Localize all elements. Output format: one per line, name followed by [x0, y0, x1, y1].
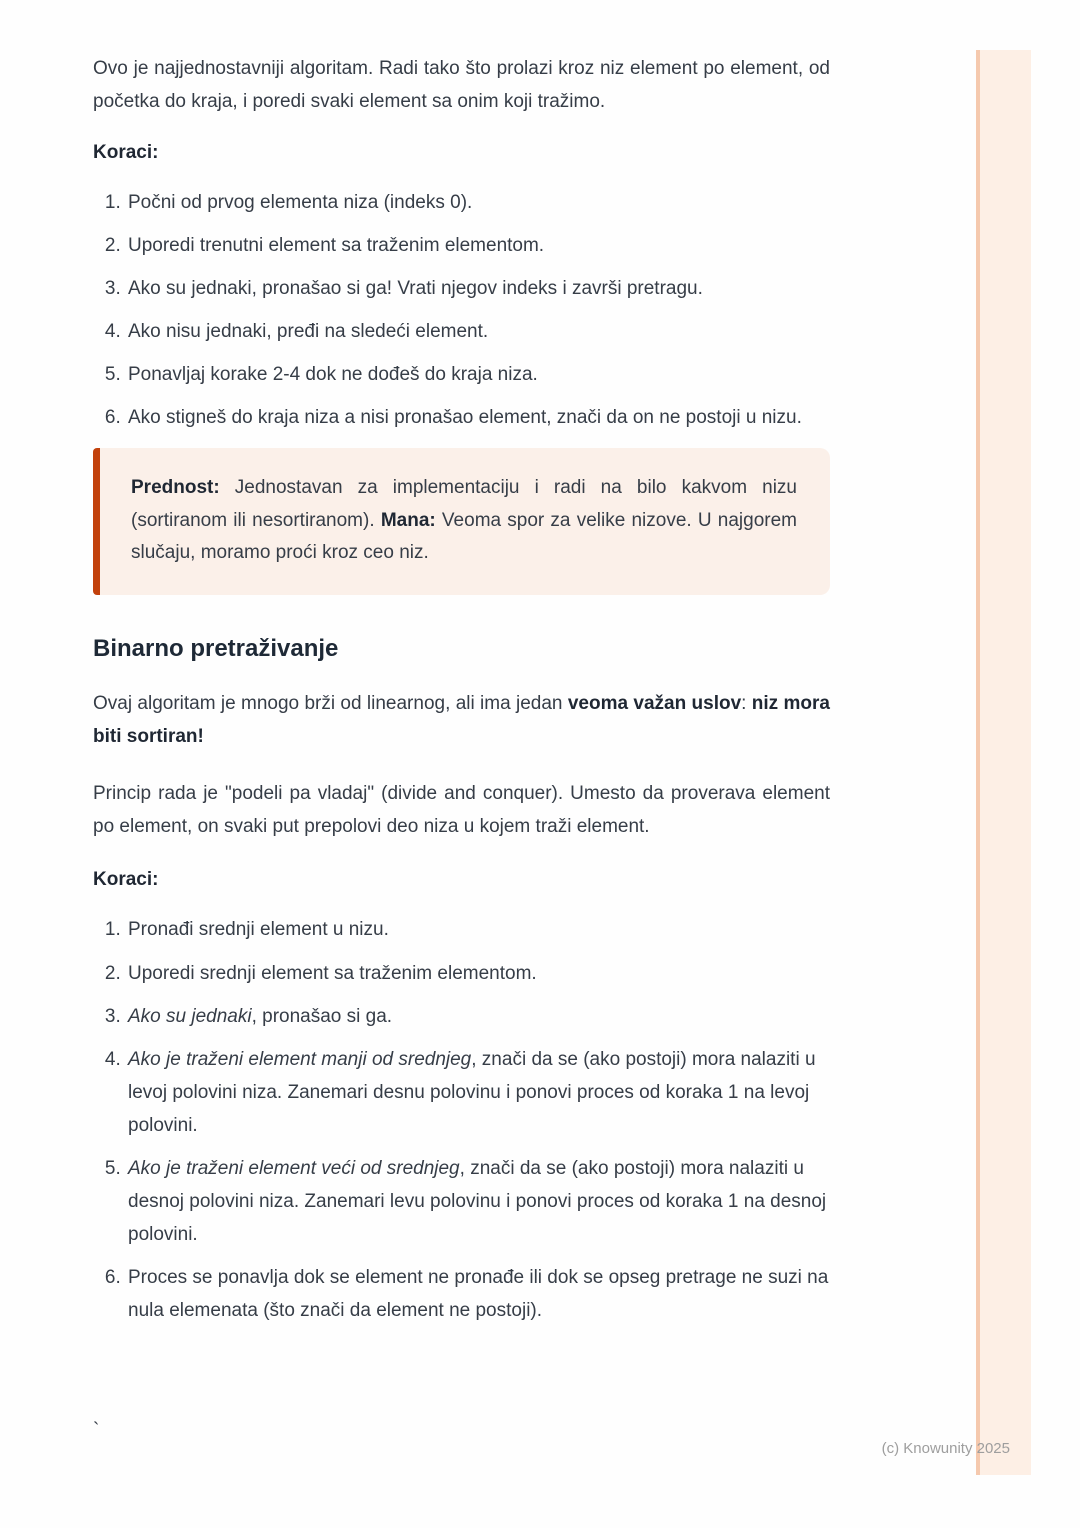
- stray-backtick-mark: `: [93, 1420, 100, 1441]
- list-item: 5. Ako je traženi element veći od srednjeg, znači da se (ako postoji) mora nalaziti u desnoj polovini niza. Zanemari levu polovinu i ponovi proces od koraka 1 na desnoj polovini.: [126, 1152, 830, 1251]
- linear-steps-list: [93, 186, 830, 434]
- list-item: 3. Ako su jednaki, pronašao si ga.: [126, 1000, 830, 1033]
- copyright-notice: (c) Knowunity 2025: [881, 1440, 1010, 1457]
- list-item: 4. Ako je traženi element manji od srednjeg, znači da se (ako postoji) mora nalaziti u levoj polovini niza. Zanemari desnu polovinu i ponovi proces od koraka 1 na levoj polovini.: [126, 1043, 830, 1142]
- document-content: [93, 52, 830, 1337]
- binary-steps-heading: Koraci:: [93, 869, 159, 891]
- pros-cons-callout: [93, 448, 830, 595]
- list-item: 4. Ako nisu jednaki, pređi na sledeći element.: [126, 315, 830, 348]
- linear-steps-heading: Koraci:: [93, 142, 159, 164]
- list-item: 2. Uporedi srednji element sa traženim elementom.: [126, 957, 830, 990]
- list-item: 1. Počni od prvog elementa niza (indeks 0).: [126, 186, 830, 219]
- list-item: 3. Ako su jednaki, pronašao si ga! Vrati njegov indeks i završi pretragu.: [126, 272, 830, 305]
- callout-text: Prednost: Jednostavan za implementaciju i radi na bilo kakvom nizu (sortiranom ili nesortiranom). Mana: Veoma spor za velike nizove. U najgorem slučaju, moramo proći kroz ceo niz.: [131, 477, 797, 563]
- list-item: 2. Uporedi trenutni element sa traženim elementom.: [126, 229, 830, 262]
- list-item: 6. Ako stigneš do kraja niza a nisi pronašao element, znači da on ne postoji u nizu.: [126, 401, 830, 434]
- list-item: 6. Proces se ponavlja dok se element ne pronađe ili dok se opseg pretrage ne suzi na nula elemenata (što znači da element ne postoji).: [126, 1261, 830, 1327]
- page-edge-stripe: [976, 50, 1031, 1475]
- list-item: 5. Ponavljaj korake 2-4 dok ne dođeš do kraja niza.: [126, 358, 830, 391]
- binary-search-intro-paragraph: Ovaj algoritam je mnogo brži od linearnog, ali ima jedan veoma važan uslov: niz mora biti sortiran!: [93, 693, 830, 748]
- binary-search-principle-paragraph: Princip rada je "podeli pa vladaj" (divide and conquer). Umesto da proverava element po element, on svaki put prepolovi deo niza u kojem traži element.: [93, 783, 830, 838]
- list-item: 1. Pronađi srednji element u nizu.: [126, 913, 830, 946]
- binary-steps-list: [93, 913, 830, 1327]
- linear-search-intro-paragraph: Ovo je najjednostavniji algoritam. Radi tako što prolazi kroz niz element po element, od početka do kraja, i poredi svaki element sa onim koji tražimo.: [93, 58, 830, 113]
- binary-search-heading: Binarno pretraživanje: [93, 635, 339, 663]
